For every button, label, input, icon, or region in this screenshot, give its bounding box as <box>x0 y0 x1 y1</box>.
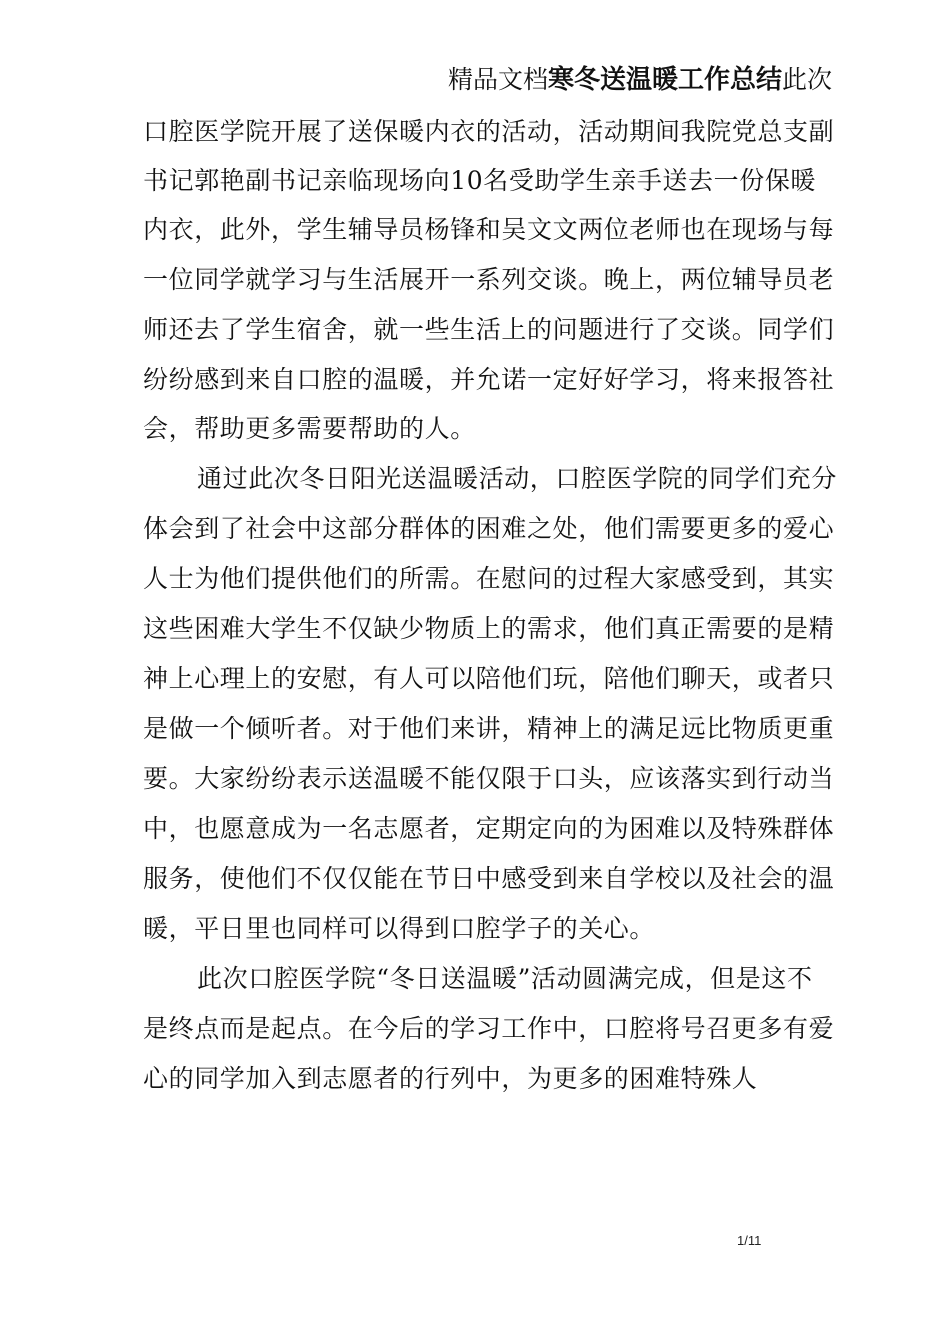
body-line: 书记郭艳副书记亲临现场向10名受助学生亲手送去一份保暖 <box>143 166 817 195</box>
paragraph-first-line: 此次口腔医学院“冬日送温暖”活动圆满完成，但是这不 <box>197 964 813 993</box>
document-title: 寒冬送温暖工作总结 <box>547 65 782 95</box>
body-line: 是做一个倾听者。对于他们来讲，精神上的满足远比物质更重 <box>143 714 835 743</box>
body-line: 纷纷感到来自口腔的温暖，并允诺一定好好学习，将来报答社 <box>143 365 835 394</box>
header-suffix: 此次 <box>781 65 832 94</box>
body-line: 师还去了学生宿舍，就一些生活上的问题进行了交谈。同学们 <box>143 315 835 344</box>
body-line: 是终点而是起点。在今后的学习工作中，口腔将号召更多有爱 <box>143 1014 835 1043</box>
body-line: 这些困难大学生不仅缺少物质上的需求，他们真正需要的是精 <box>143 614 835 643</box>
body-line: 中，也愿意成为一名志愿者，定期定向的为困难以及特殊群体 <box>143 814 835 843</box>
body-line: 暖，平日里也同样可以得到口腔学子的关心。 <box>143 914 656 943</box>
body-line: 要。大家纷纷表示送温暖不能仅限于口头，应该落实到行动当 <box>143 764 835 793</box>
body-line: 体会到了社会中这部分群体的困难之处，他们需要更多的爱心 <box>143 514 835 543</box>
header-line <box>448 62 832 98</box>
body-line: 内衣，此外，学生辅导员杨锋和吴文文两位老师也在现场与每 <box>143 215 835 244</box>
header-prefix: 精品文档 <box>447 65 548 94</box>
body-line: 服务，使他们不仅仅能在节日中感受到来自学校以及社会的温 <box>143 864 835 893</box>
paragraph-first-line: 通过此次冬日阳光送温暖活动，口腔医学院的同学们充分 <box>197 464 838 493</box>
page-number: 1/11 <box>737 1233 762 1248</box>
body-line: 人士为他们提供他们的所需。在慰问的过程大家感受到，其实 <box>143 564 835 593</box>
body-line: 会，帮助更多需要帮助的人。 <box>143 414 476 443</box>
body-line: 一位同学就学习与生活展开一系列交谈。晚上，两位辅导员老 <box>143 265 835 294</box>
body-line: 神上心理上的安慰，有人可以陪他们玩，陪他们聊天，或者只 <box>143 664 835 693</box>
body-line: 口腔医学院开展了送保暖内衣的活动，活动期间我院党总支副 <box>143 117 835 146</box>
body-line: 心的同学加入到志愿者的行列中，为更多的困难特殊人 <box>143 1064 758 1093</box>
